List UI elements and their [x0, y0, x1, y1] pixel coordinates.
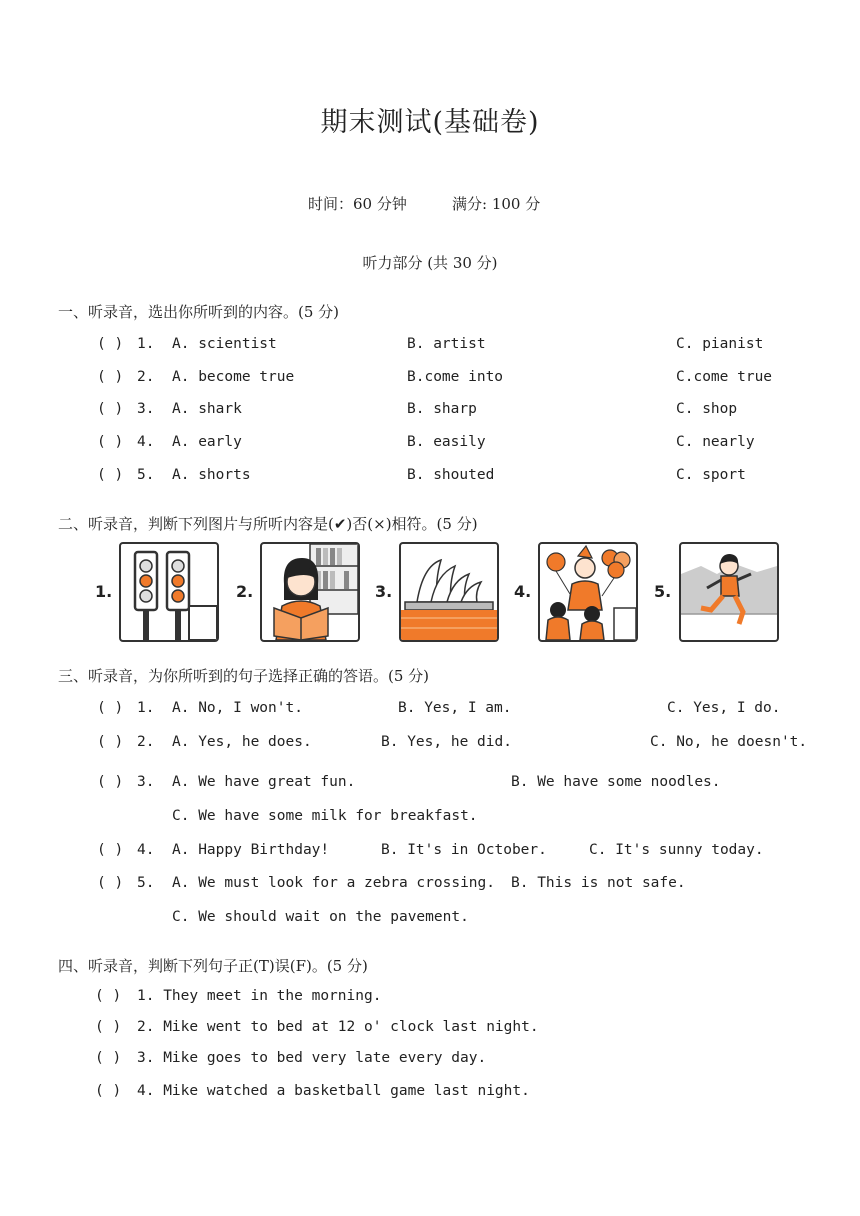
option-a: A. shark [172, 401, 242, 417]
option-a: A. shorts [172, 467, 251, 483]
option-a: A. Happy Birthday! [172, 842, 330, 858]
option-c: C. nearly [676, 434, 755, 450]
answer-blank[interactable]: ( ) [97, 774, 124, 790]
statement: 3. Mike goes to bed very late every day. [137, 1050, 487, 1066]
answer-blank[interactable]: ( ) [97, 336, 124, 352]
traffic-lights-icon [119, 542, 219, 642]
question-number: 4. [137, 434, 155, 450]
girl-reading-icon [260, 542, 360, 642]
section-3-heading: 三、听录音，为你所听到的句子选择正确的答语。(5 分) [58, 667, 430, 685]
exam-time: 时间：60 分钟 [308, 195, 407, 213]
page-title: 期末测试(基础卷) [320, 107, 540, 138]
statement: 1. They meet in the morning. [137, 988, 382, 1004]
option-a: A. We must look for a zebra crossing. [172, 875, 496, 891]
option-b: B. Yes, I am. [398, 700, 512, 716]
option-c: C. sport [676, 467, 746, 483]
answer-blank[interactable]: ( ) [97, 434, 124, 450]
option-c: C. Yes, I do. [667, 700, 781, 716]
question-number: 3. [137, 774, 155, 790]
part-heading: 听力部分 (共 30 分) [362, 254, 498, 272]
answer-blank[interactable]: ( ) [97, 369, 124, 385]
section-2-heading: 二、听录音，判断下列图片与所听内容是(✔)否(×)相符。(5 分) [58, 515, 478, 533]
question-number: 5. [137, 467, 155, 483]
picture-number: 1. [95, 582, 113, 601]
answer-blank[interactable]: ( ) [95, 1050, 122, 1066]
answer-blank[interactable]: ( ) [97, 401, 124, 417]
question-number: 3. [137, 401, 155, 417]
option-a: A. become true [172, 369, 295, 385]
option-c: C. pianist [676, 336, 764, 352]
option-c: C.come true [676, 369, 773, 385]
answer-blank[interactable]: ( ) [95, 1083, 122, 1099]
picture-number: 2. [236, 582, 254, 601]
option-b: B. easily [407, 434, 486, 450]
question-number: 1. [137, 700, 155, 716]
answer-blank[interactable]: ( ) [95, 1019, 122, 1035]
option-b: B. It's in October. [381, 842, 547, 858]
exam-full-score: 满分: 100 分 [452, 195, 541, 213]
option-c: C. We should wait on the pavement. [172, 909, 469, 925]
option-a: A. Yes, he does. [172, 734, 312, 750]
section-4-heading: 四、听录音，判断下列句子正(T)误(F)。(5 分) [58, 957, 368, 975]
picture-number: 4. [514, 582, 532, 601]
answer-blank[interactable]: ( ) [97, 700, 124, 716]
option-b: B. Yes, he did. [381, 734, 512, 750]
statement: 2. Mike went to bed at 12 o' clock last night. [137, 1019, 539, 1035]
answer-blank[interactable]: ( ) [97, 467, 124, 483]
answer-blank[interactable]: ( ) [97, 734, 124, 750]
question-number: 1. [137, 336, 155, 352]
question-number: 2. [137, 369, 155, 385]
option-a: A. No, I won't. [172, 700, 303, 716]
option-a: A. early [172, 434, 242, 450]
statement: 4. Mike watched a basketball game last night. [137, 1083, 530, 1099]
option-b: B. artist [407, 336, 486, 352]
answer-blank[interactable]: ( ) [97, 842, 124, 858]
option-c: C. It's sunny today. [589, 842, 764, 858]
question-number: 4. [137, 842, 155, 858]
boy-running-icon [679, 542, 779, 642]
question-number: 2. [137, 734, 155, 750]
option-b: B. sharp [407, 401, 477, 417]
option-a: A. We have great fun. [172, 774, 356, 790]
section-1-heading: 一、听录音，选出你所听到的内容。(5 分) [58, 303, 340, 321]
option-a: A. scientist [172, 336, 277, 352]
option-c: C. No, he doesn't. [650, 734, 808, 750]
option-b: B. shouted [407, 467, 495, 483]
option-b: B.come into [407, 369, 504, 385]
option-c: C. shop [676, 401, 738, 417]
sydney-opera-house-icon [399, 542, 499, 642]
picture-number: 5. [654, 582, 672, 601]
option-b: B. We have some noodles. [511, 774, 721, 790]
picture-number: 3. [375, 582, 393, 601]
question-number: 5. [137, 875, 155, 891]
option-b: B. This is not safe. [511, 875, 686, 891]
answer-blank[interactable]: ( ) [95, 988, 122, 1004]
birthday-balloons-icon [538, 542, 638, 642]
option-c: C. We have some milk for breakfast. [172, 808, 478, 824]
answer-blank[interactable]: ( ) [97, 875, 124, 891]
